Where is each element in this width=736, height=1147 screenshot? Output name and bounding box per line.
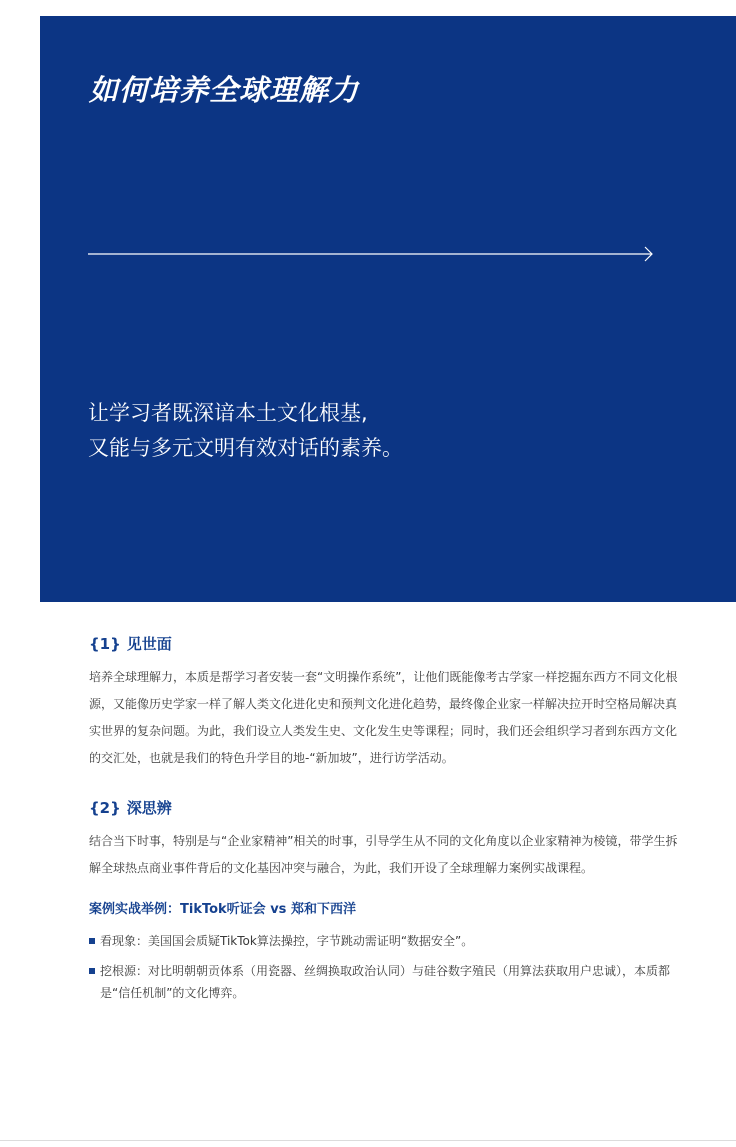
hero-banner [40,16,736,602]
section-title: 深思辨 [126,799,172,817]
bullet-text: 看现象：美国国会质疑TikTok算法操控，字节跳动需证明“数据安全”。 [100,934,474,948]
section-heading [89,632,679,656]
section-title: 见世面 [126,635,172,653]
hero-tagline-line2: 又能与多元文明有效对话的素养。 [88,436,403,460]
section-paragraph: 结合当下时事，特别是与“企业家精神”相关的时事，引导学生从不同的文化角度以企业家精神为棱镜，带学生拆解全球热点商业事件背后的文化基因冲突与融合，为此，我们开设了全球理解力案例实战课程。 [89,834,678,875]
section-number: {2} [89,799,121,817]
bullet-text: 挖根源：对比明朝朝贡体系（用瓷器、丝绸换取政治认同）与硅谷数字殖民（用算法获取用户忠诚），本质都是“信任机制”的文化博弈。 [100,964,671,1000]
section-see-the-world [89,632,679,772]
content-body [89,632,679,1012]
case-heading: 案例实战举例：TikTok听证会 vs 郑和下西洋 [89,902,356,917]
hero-tagline-line1: 让学习者既深谙本土文化根基, [88,401,368,425]
list-item [89,930,679,952]
section-heading [89,796,679,820]
square-bullet-icon [89,938,95,944]
page-title: 如何培养全球理解力 [89,73,360,107]
square-bullet-icon [89,968,95,974]
divider [0,1140,736,1141]
section-number: {1} [89,635,121,653]
hero-tagline [88,396,403,466]
arrow-right-icon [88,246,656,262]
case-bullet-list [89,930,679,1004]
section-deep-thinking [89,796,679,882]
section-paragraph: 培养全球理解力，本质是帮学习者安装一套“文明操作系统”，让他们既能像考古学家一样挖掘东西方不同文化根源，又能像历史学家一样了解人类文化进化史和预判文化进化趋势，最终像企业家一样解决拉开时空格局解决真实世界的复杂问题。为此，我们设立人类发生史、文化发生史等课程；同时，我们还会组织学习者到东西方文化的交汇处，也就是我们的特色升学目的地-“新加坡”，进行访学活动。 [89,670,678,765]
list-item [89,960,679,1004]
